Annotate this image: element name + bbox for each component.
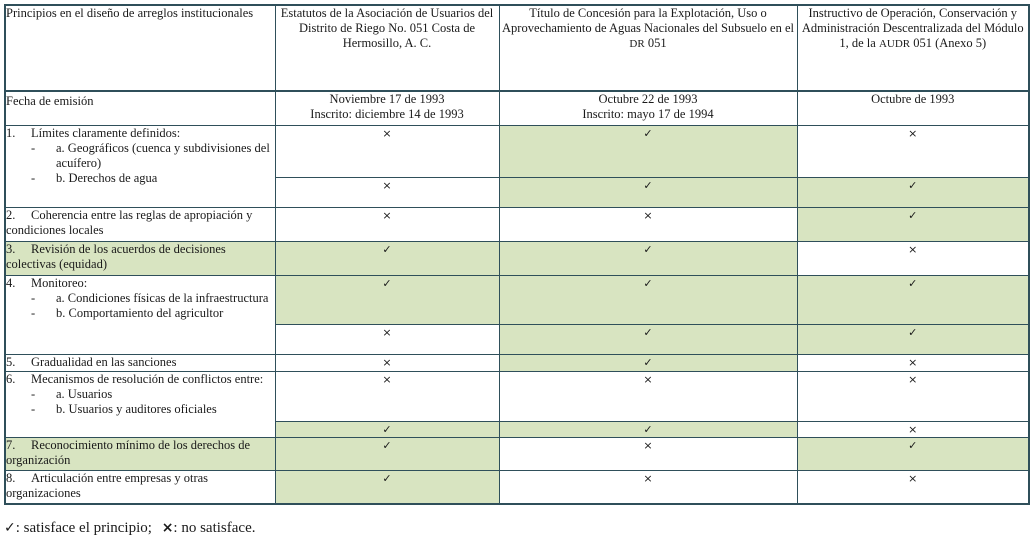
check-mark: ✓ xyxy=(499,177,797,207)
cross-mark: × xyxy=(275,177,499,207)
principle-6-label: 6. Mecanismos de resolución de conflictos entre: - a. Usuarios - b. Usuarios y auditores oficiales xyxy=(5,372,275,438)
check-mark: ✓ xyxy=(275,242,499,275)
principles-table xyxy=(4,4,1030,505)
cross-mark: × xyxy=(499,437,797,470)
table-row xyxy=(5,208,1029,242)
check-mark: ✓ xyxy=(797,437,1029,470)
check-mark: ✓ xyxy=(797,275,1029,324)
check-mark: ✓ xyxy=(797,325,1029,355)
principle-5-label: 5. Gradualidad en las sanciones xyxy=(5,355,275,372)
cross-mark: × xyxy=(275,372,499,421)
principle-8-label: 8. Articulación entre empresas y otras organizaciones xyxy=(5,471,275,504)
cross-mark: × xyxy=(797,372,1029,421)
cross-mark: × xyxy=(499,208,797,242)
cross-icon: × xyxy=(161,520,174,536)
legend xyxy=(4,519,255,537)
check-mark: ✓ xyxy=(499,275,797,324)
principle-3-label: 3. Revisión de los acuerdos de decisiones colectivas (equidad) xyxy=(5,242,275,275)
table-row xyxy=(5,437,1029,470)
cross-mark: × xyxy=(499,372,797,421)
principle-1-label: 1. Límites claramente definidos: - a. Geográficos (cuenca y subdivisiones del acuífero) - b. Derechos de agua xyxy=(5,126,275,208)
principle-4-label: 4. Monitoreo: - a. Condiciones físicas de la infraestructura - b. Comportamiento del agricultor xyxy=(5,275,275,355)
check-mark: ✓ xyxy=(797,177,1029,207)
fecha-titulo: Octubre 22 de 1993 Inscrito: mayo 17 de 1994 xyxy=(499,91,797,126)
check-mark: ✓ xyxy=(275,437,499,470)
check-mark: ✓ xyxy=(499,325,797,355)
check-icon: ✓ xyxy=(4,520,16,536)
table-row xyxy=(5,355,1029,372)
check-mark: ✓ xyxy=(275,471,499,504)
check-mark: ✓ xyxy=(499,242,797,275)
fecha-label: Fecha de emisión xyxy=(5,91,275,126)
header-titulo-concesion: Título de Concesión para la Explotación, Uso o Aprovechamiento de Aguas Nacionales del Subsuelo en el DR 051 xyxy=(499,5,797,91)
table-row xyxy=(5,471,1029,504)
fecha-instructivo: Octubre de 1993 xyxy=(797,91,1029,126)
header-instructivo: Instructivo de Operación, Conservación y Administración Descentralizada del Módulo 1, de la AUDR 051 (Anexo 5) xyxy=(797,5,1029,91)
legend-cross-text: : no satisface. xyxy=(173,520,256,536)
cross-mark: × xyxy=(275,126,499,177)
check-mark: ✓ xyxy=(499,421,797,437)
table-row xyxy=(5,372,1029,421)
principle-7-label: 7. Reconocimiento mínimo de los derechos de organización xyxy=(5,437,275,470)
check-mark: ✓ xyxy=(499,355,797,372)
cross-mark: × xyxy=(797,471,1029,504)
cross-mark: × xyxy=(499,471,797,504)
table-row xyxy=(5,242,1029,275)
cross-mark: × xyxy=(275,208,499,242)
header-principles: Principios en el diseño de arreglos institucionales xyxy=(5,5,275,91)
check-mark: ✓ xyxy=(499,126,797,177)
cross-mark: × xyxy=(275,325,499,355)
fecha-row xyxy=(5,91,1029,126)
table-row xyxy=(5,275,1029,324)
fecha-estatutos: Noviembre 17 de 1993 Inscrito: diciembre 14 de 1993 xyxy=(275,91,499,126)
legend-check-text: : satisface el principio; xyxy=(15,520,152,536)
check-mark: ✓ xyxy=(275,421,499,437)
cross-mark: × xyxy=(797,242,1029,275)
header-estatutos: Estatutos de la Asociación de Usuarios del Distrito de Riego No. 051 Costa de Hermosillo, A. C. xyxy=(275,5,499,91)
principle-2-label: 2. Coherencia entre las reglas de apropiación y condiciones locales xyxy=(5,208,275,242)
table-row xyxy=(5,126,1029,177)
check-mark: ✓ xyxy=(797,208,1029,242)
check-mark: ✓ xyxy=(275,275,499,324)
cross-mark: × xyxy=(797,126,1029,177)
cross-mark: × xyxy=(797,421,1029,437)
cross-mark: × xyxy=(275,355,499,372)
header-row xyxy=(5,5,1029,91)
cross-mark: × xyxy=(797,355,1029,372)
